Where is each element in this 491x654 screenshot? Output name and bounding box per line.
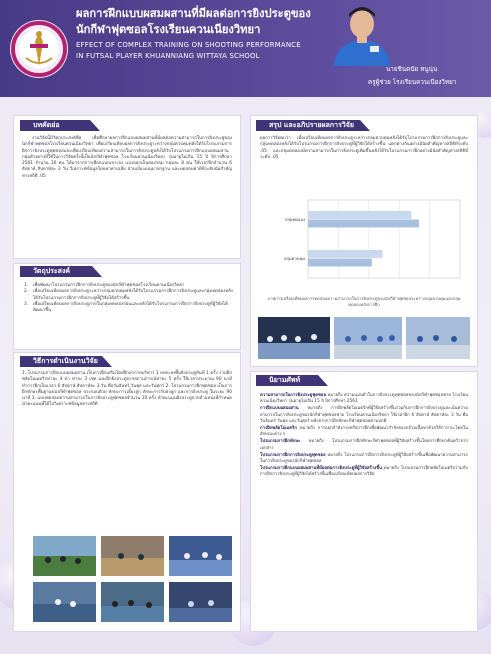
chart-bar (308, 220, 419, 228)
chart-category-label: กลุ่มควบคุม (283, 256, 305, 261)
title-th-line-2: นักกีฬาฟุตซอลโรงเรียนควนเนียงวิทยา (76, 22, 261, 36)
results-bar-chart (260, 194, 468, 288)
definition-item (260, 453, 468, 465)
title-en-line-2: IN FUTSAL PLAYER KHUANNIANG WITTAYA SCHOOL (76, 52, 260, 60)
definition-item (260, 393, 468, 405)
training-photo (33, 536, 96, 576)
definition-text: หมายถึง การออกกำลังกายหรือการฝึกเพื่อพัฒนากำลังของกล้ามเนื้อขาด้วยวิธีการกระโดดในลักษณะต่าง ๆ (260, 426, 468, 438)
definition-item (260, 439, 468, 451)
title-th-line-1: ผลการฝึกแบบผสมผสานที่มีผลต่อการยิงประตูของ (76, 7, 311, 20)
training-photo (101, 536, 164, 576)
list-item: 1. เพื่อพัฒนาโปรแกรมการฝึกการยิงประตูของนักกีฬาฟุตซอลโรงเรียนควนเนียงวิทยา (24, 283, 185, 288)
training-photo (169, 536, 232, 576)
result-photo (258, 317, 330, 359)
definition-term: โปรแกรมการฝึกแบบผสมผสานที่มีผลต่อการยิงประตูที่ผู้วิจัยสร้างขึ้น (260, 466, 383, 472)
definition-item (260, 406, 468, 425)
objectives-list (24, 283, 234, 314)
definition-term: โปรแกรมการฝึกการยิงประตูฟุตซอล (260, 452, 326, 458)
definition-term: การฝึกแบบผสมผสาน (260, 406, 299, 412)
results-text: ผลการวิจัยพบว่า เมื่อเปรียบเทียบผลการยิงประตูระหว่างกลุ่มควบคุมหลังได้รับโปรแกรมการฝึกการยิงประตูและกลุ่มทดลองหลังได้รับโปรแกรมการฝึกการยิงประตูที่ผู้วิจัยได้สร้างขึ้น แตกต่างกันอย่างมีนัยสำคัญทางสถิติที่ระดับ .05 และกลุ่มทดลองมีความสามารถในการยิงประตูเพิ่มขึ้นหลังได้รับโปรแกรมการฝึกอย่างมีนัยสำคัญทางสถิติที่ระดับ .05 (260, 136, 468, 160)
results-heading: สรุป และอภิปรายผลการวิจัย (256, 120, 360, 131)
result-photo (334, 317, 402, 359)
list-item: 3. เพื่อเปรียบเทียบผลการยิงประตูภายในกลุ่มทดลองก่อนและหลังได้รับโปรแกรมการฝึกการยิงประตูที่ผู้วิจัยได้พัฒนาขึ้น (24, 301, 228, 314)
poster-header (0, 0, 491, 97)
chart-bar (308, 250, 382, 258)
method-heading: วิธีการดำเนินงานวิจัย (20, 356, 102, 367)
author-affiliation: ครูผู้ช่วย โรงเรียนควนเนียงวิทยา (368, 79, 457, 86)
definition-term: การฝึกพลัยโอเมตริก (260, 426, 297, 432)
definition-text: หมายถึง ความแม่นยำในการยิงประตูฟุตซอลของนักกีฬาฟุตซอลชาย โรงเรียนควนเนียงวิทยา รุ่นอายุไม่เกิน 15 ปี ปีการศึกษา 2561 (260, 393, 468, 405)
definition-text: หมายถึง โปรแกรมการฝึกทักษะกีฬาฟุตซอลที่ผู้วิจัยสร้างขึ้นโดยการศึกษาค้นคว้าจากเอกสาร (260, 439, 468, 451)
definition-term: ความสามารถในการยิงประตูฟุตซอล (260, 393, 327, 398)
list-item: 2. เพื่อเปรียบเทียบผลการยิงประตูระหว่างกลุ่มควบคุมหลังได้รับโปรแกรมการฝึกการยิงประตูและกลุ่มทดลองหลังได้รับโปรแกรมการฝึกการยิงประตูที่ผู้วิจัยได้สร้างขึ้น (24, 289, 233, 301)
definition-item (260, 466, 468, 478)
training-photo (169, 582, 232, 622)
definition-item (260, 426, 468, 438)
author-name: นายชินดนัย หนูนุ่น (386, 66, 438, 73)
definitions-heading: นิยามศัพท์ (256, 375, 318, 386)
poster-title-thai (76, 6, 326, 37)
chart-caption: ภาพการเปรียบเทียบผลการทดสอบความสามารถในการยิงประตูของนักกีฬาฟุตซอลระหว่างกลุ่มควบคุมและกลุ่มทดลองหลังการฝึก (267, 296, 461, 307)
abstract-heading: บทคัดย่อ (20, 120, 90, 131)
objectives-heading: วัตถุประสงค์ (20, 266, 92, 277)
definitions-list (260, 393, 468, 480)
training-photo (101, 582, 164, 622)
chart-bar (308, 259, 372, 267)
title-en-line-1: EFFECT OF COMPLEX TRAINING ON SHOOTING PERFORMANCE (76, 41, 301, 49)
definition-text: หมายถึง การฝึกพลัยโอเมตริกที่ผู้วิจัยสร้างขึ้นร่วมกับการฝึกการยิงประตูและเน้นความสามารถในการยิงประตูของนักกีฬาฟุตซอลชาย โรงเรียนควนเนียงวิทยา ใช้เวลาฝึก 6 สัปดาห์ สัปดาห์ละ 3 วัน คือวันจันทร์ วันพุธ และวันศุกร์ หลังจากการฝึกทักษะกีฬาฟุตซอลตามปกติ (260, 406, 468, 424)
method-text: 1. โปรแกรมการฝึกแบบผสมผสาน เป็นการฝึกเสริมโดยฝึกท่ากายบริหาร 1 ยกตะลงพื้นยิงประตูทันที 1 ครั้ง รวมฝึกพลัยโอเมตริกท่าละ 4 ท่า ท่าละ 3 เซต และฝึกยิงประตูจากสถานการณ์ท่าละ 5 ครั้ง ใช้เวลาประมาณ 90 นาที ทำการฝึกเป็นเวลา 6 สัปดาห์ สัปดาห์ละ 3 วัน คือวันจันทร์ วันพุธ และวันศุกร์ 2. โปรแกรมการฝึกฟุตซอล เป็นการฝึกทักษะพื้นฐานของกีฬาฟุตซอล ประกอบด้วย ทักษะการเลี้ยงลูก ทักษะการรับส่งลูก และการยิงประตู ในระยะ 90 นาที 3. แบบทดสอบความสามารถในการยิงประตูฟุตซอลจำนวน 10 ครั้ง ทำคะแนนยิงประตูจากตำแหน่งที่กำหนด นำคะแนนที่ได้ไปวิเคราะห์ข้อมูลทางสถิติ (22, 371, 232, 408)
poster-title-english (76, 40, 338, 62)
author-portrait (320, 2, 404, 66)
definition-term: โปรแกรมการฝึกทักษะ (260, 439, 301, 445)
result-photo (406, 317, 470, 359)
abstract-text: งานวิจัยนี้มีวัตถุประสงค์คือ เพื่อศึกษาผลการฝึกแบบผสมผสานที่มีผลต่อความสามารถในการยิงประตูของนักกีฬาฟุตซอลโรงเรียนควนเนียงวิทยา เพื่อเปรียบเทียบผลการยิงประตูระหว่างกลุ่มควบคุมหลังได้รับโปรแกรมการฝึกการยิงประตูฟุตซอลและเพื่อเปรียบเทียบความสามารถในการยิงประตูหลังได้รับโปรแกรมการฝึกแบบผสมผสาน กลุ่มตัวอย่างที่ใช้ในการวิจัยครั้งนี้เป็นนักกีฬาฟุตซอล โรงเรียนควนเนียงวิทยา รุ่นอายุไม่เกิน 15 ปี ปีการศึกษา 2561 จำนวน 16 คน ได้มาจากการเลือกแบบเจาะจง แบ่งออกเป็นสองกลุ่ม กลุ่มละ 8 คน ใช้เวลาฝึกจำนวน 6 สัปดาห์ สัปดาห์ละ 3 วัน วิเคราะห์ข้อมูลโดยหาค่าเฉลี่ย ส่วนเบี่ยงเบนมาตรฐาน และทดสอบค่าทีที่ระดับนัยสำคัญทางสถิติ .05 (22, 136, 232, 179)
definition-text: หมายถึง โปรแกรมการฝึกพลัยโอเมตริกร่วมกับการฝึกการยิงประตูที่ผู้วิจัยได้สร้างขึ้นเพื่อเปรียบเทียบผลการวิจัย (260, 466, 468, 478)
chart-category-label: กลุ่มทดลอง (284, 217, 305, 222)
training-photo (33, 582, 96, 622)
definition-text: หมายถึง โปรแกรมการฝึกการยิงประตูที่ผู้วิจัยสร้างขึ้นเพื่อพัฒนาความสามารถในการยิงประตูของนักกีฬาฟุตซอล (260, 452, 468, 465)
school-seal-icon (8, 16, 70, 82)
chart-bar (308, 211, 411, 219)
